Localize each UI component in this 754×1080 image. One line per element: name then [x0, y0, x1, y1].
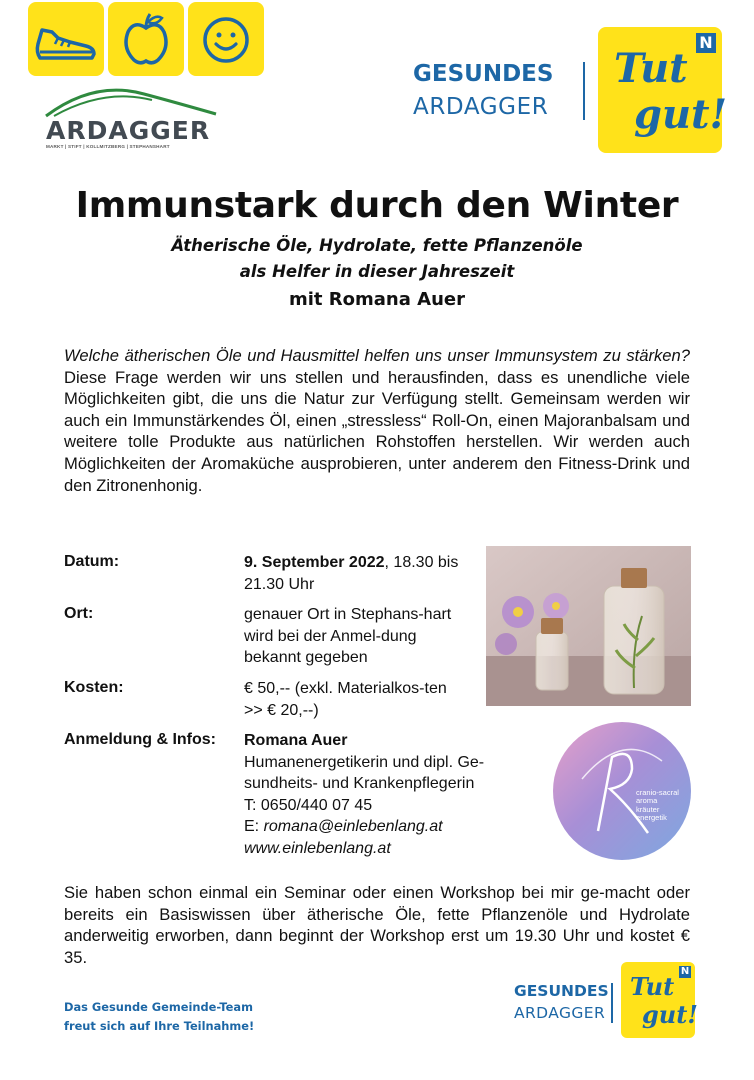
- intro-paragraph: [64, 345, 690, 496]
- apple-icon: [108, 2, 184, 76]
- datum-label: Datum:: [64, 553, 120, 570]
- contact-email[interactable]: romana@einlebenlang.at: [263, 818, 443, 835]
- ardagger-tagline: MARKT | STIFT | KOLLMITZBERG | STEPHANSHART: [46, 144, 170, 149]
- tut-text: Tut: [614, 45, 688, 92]
- essential-oils-photo: [486, 546, 691, 706]
- apple-tile: [108, 2, 184, 76]
- circle-line-2: aroma: [636, 796, 658, 806]
- contact-email-prefix: E:: [244, 818, 264, 835]
- subtitle-line-1: Ätherische Öle, Hydrolate, fette Pflanzenöle: [171, 236, 583, 255]
- page-title: Immunstark durch den Winter: [75, 185, 679, 226]
- circle-logo-text: [636, 789, 679, 823]
- noe-badge: N: [696, 33, 716, 53]
- contact-phone: T: 0650/440 07 45: [244, 796, 373, 814]
- kosten-label: Kosten:: [64, 679, 124, 696]
- kosten-value: € 50,-- (exkl. Materialkos-ten >> € 20,--): [244, 680, 447, 719]
- datum-value: [244, 552, 484, 595]
- ardagger-wordmark: ARDAGGER: [46, 116, 211, 145]
- circle-line-1: cranio-sacral: [636, 788, 679, 797]
- intro-body: Diese Frage werden wir uns stellen und herausfinden, dass es unendliche viele Möglichkeiten gibt, die uns die Natur zur Verfügung stellt. Gemeinsam werden wir auch ein Immunstärkendes Öl, einen „stressless“ Roll-On, einen Majoranbalsam und weitere tolle Produkte aus natürlichen Rohstoffen herstellen. Wir werden auch Möglichkeiten der Aromaküche ausprobieren, unter anderem den Fitness-Drink und den Zitronenhonig.: [64, 367, 690, 495]
- team-line-1: Das Gesunde Gemeinde-Team: [64, 1000, 253, 1014]
- tut-text-bottom: Tut: [630, 972, 675, 1001]
- circle-line-3: kräuter: [636, 804, 660, 814]
- gesundes-bottom-line2: ARDAGGER: [514, 1004, 606, 1022]
- contact-name: Romana Auer: [244, 732, 348, 749]
- gut-text: gut!: [634, 91, 728, 138]
- sneaker-icon: [28, 2, 104, 76]
- datum-time: , 18.30 bis 21.30 Uhr: [244, 554, 459, 593]
- anmeldung-label: Anmeldung & Infos:: [64, 731, 216, 748]
- circle-line-4: energetik: [636, 813, 667, 823]
- contact-email-line: [244, 816, 544, 838]
- datum-date: 9. September 2022: [244, 554, 385, 571]
- romana-circle-logo: [552, 721, 692, 861]
- ardagger-logo: [44, 86, 219, 156]
- contact-role: Humanenergetikerin und dipl. Ge-sundheits- und Krankenpflegerin: [244, 753, 485, 792]
- tut-gut-badge-bottom: [621, 962, 698, 1038]
- intro-question: Welche ätherischen Öle und Hausmittel helfen uns unser Immunsystem zu stärken?: [64, 346, 690, 365]
- contact-website[interactable]: www.einlebenlang.at: [244, 839, 391, 857]
- subtitle-line-2: als Helfer in dieser Jahreszeit: [239, 262, 515, 281]
- logo-divider: [583, 62, 585, 120]
- hills-icon: [44, 86, 219, 118]
- presenter-line: mit Romana Auer: [289, 289, 465, 310]
- smiley-tile: [188, 2, 264, 76]
- logo-divider-bottom: [611, 983, 613, 1023]
- outro-paragraph: Sie haben schon einmal ein Seminar oder einen Workshop bei mir ge-macht oder bereits ein Basiswissen über ätherische Öle, fette Pflanzenöle und Hydrolate anderweitig erworben, dann beginnt der Workshop erst um 19.30 Uhr und kostet € 35.: [64, 883, 690, 967]
- sneaker-tile: [28, 2, 104, 76]
- gesundes-line2: ARDAGGER: [413, 94, 549, 120]
- smiley-icon: [188, 2, 264, 76]
- gesundes-bottom-line1: GESUNDES: [514, 982, 609, 1000]
- gut-text-bottom: gut!: [642, 1000, 698, 1029]
- contact-block: [244, 730, 544, 859]
- team-line-2: freut sich auf Ihre Teilnahme!: [64, 1019, 255, 1033]
- ort-value: genauer Ort in Stephans-hart wird bei der Anmel-dung bekannt gegeben: [244, 606, 452, 666]
- tut-gut-badge: [598, 27, 728, 153]
- team-footer: [64, 998, 254, 1036]
- ort-label: Ort:: [64, 605, 94, 622]
- noe-badge-bottom: N: [680, 966, 690, 977]
- gesundes-line1: GESUNDES: [413, 61, 554, 87]
